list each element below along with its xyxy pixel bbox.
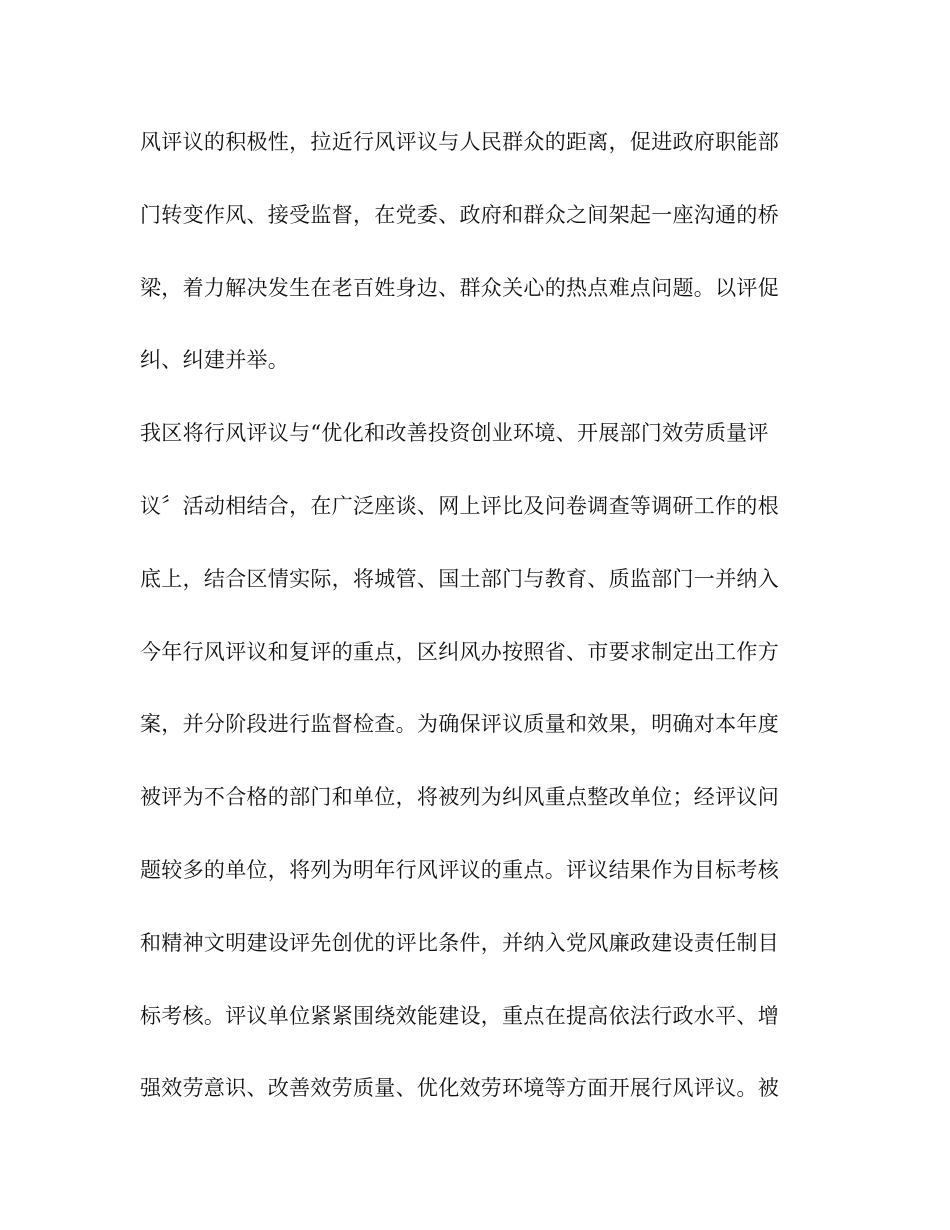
text-line: 底上，结合区情实际，将城管、国土部门与教育、质监部门一并纳入 — [140, 566, 779, 591]
text-line: 我区将行风评议与“优化和改善投资创业环境、开展部门效劳质量评 — [140, 421, 769, 446]
text-line: 强效劳意识、改善效劳质量、优化效劳环境等方面开展行风评议。被 — [140, 1076, 779, 1101]
text-line: 议〞活动相结合，在广泛座谈、网上评比及问卷调查等调研工作的根 — [140, 493, 779, 518]
body-text — [140, 118, 800, 1137]
text-line: 标考核。评议单位紧紧围绕效能建设，重点在提高依法行政水平、增 — [140, 1003, 779, 1028]
text-line: 和精神文明建设评先创优的评比条件，并纳入党风廉政建设责任制目 — [140, 930, 779, 955]
text-line: 被评为不合格的部门和单位，将被列为纠风重点整改单位；经评议问 — [140, 785, 779, 810]
text-line: 梁，着力解决发生在老百姓身边、群众关心的热点难点问题。以评促 — [140, 275, 779, 300]
text-line: 题较多的单位，将列为明年行风评议的重点。评议结果作为目标考核 — [140, 857, 779, 882]
text-line: 风评议的积极性，拉近行风评议与人民群众的距离，促进政府职能部 — [140, 130, 779, 154]
paragraph-1 — [140, 118, 800, 409]
text-line: 今年行风评议和复评的重点，区纠风办按照省、市要求制定出工作方 — [140, 639, 779, 664]
text-line: 门转变作风、接受监督，在党委、政府和群众之间架起一座沟通的桥 — [140, 202, 779, 227]
text-line: 案，并分阶段进行监督检查。为确保评议质量和效果，明确对本年度 — [140, 712, 779, 737]
text-line: 纠、纠建并举。 — [140, 348, 290, 373]
paragraph-2 — [140, 409, 800, 1137]
